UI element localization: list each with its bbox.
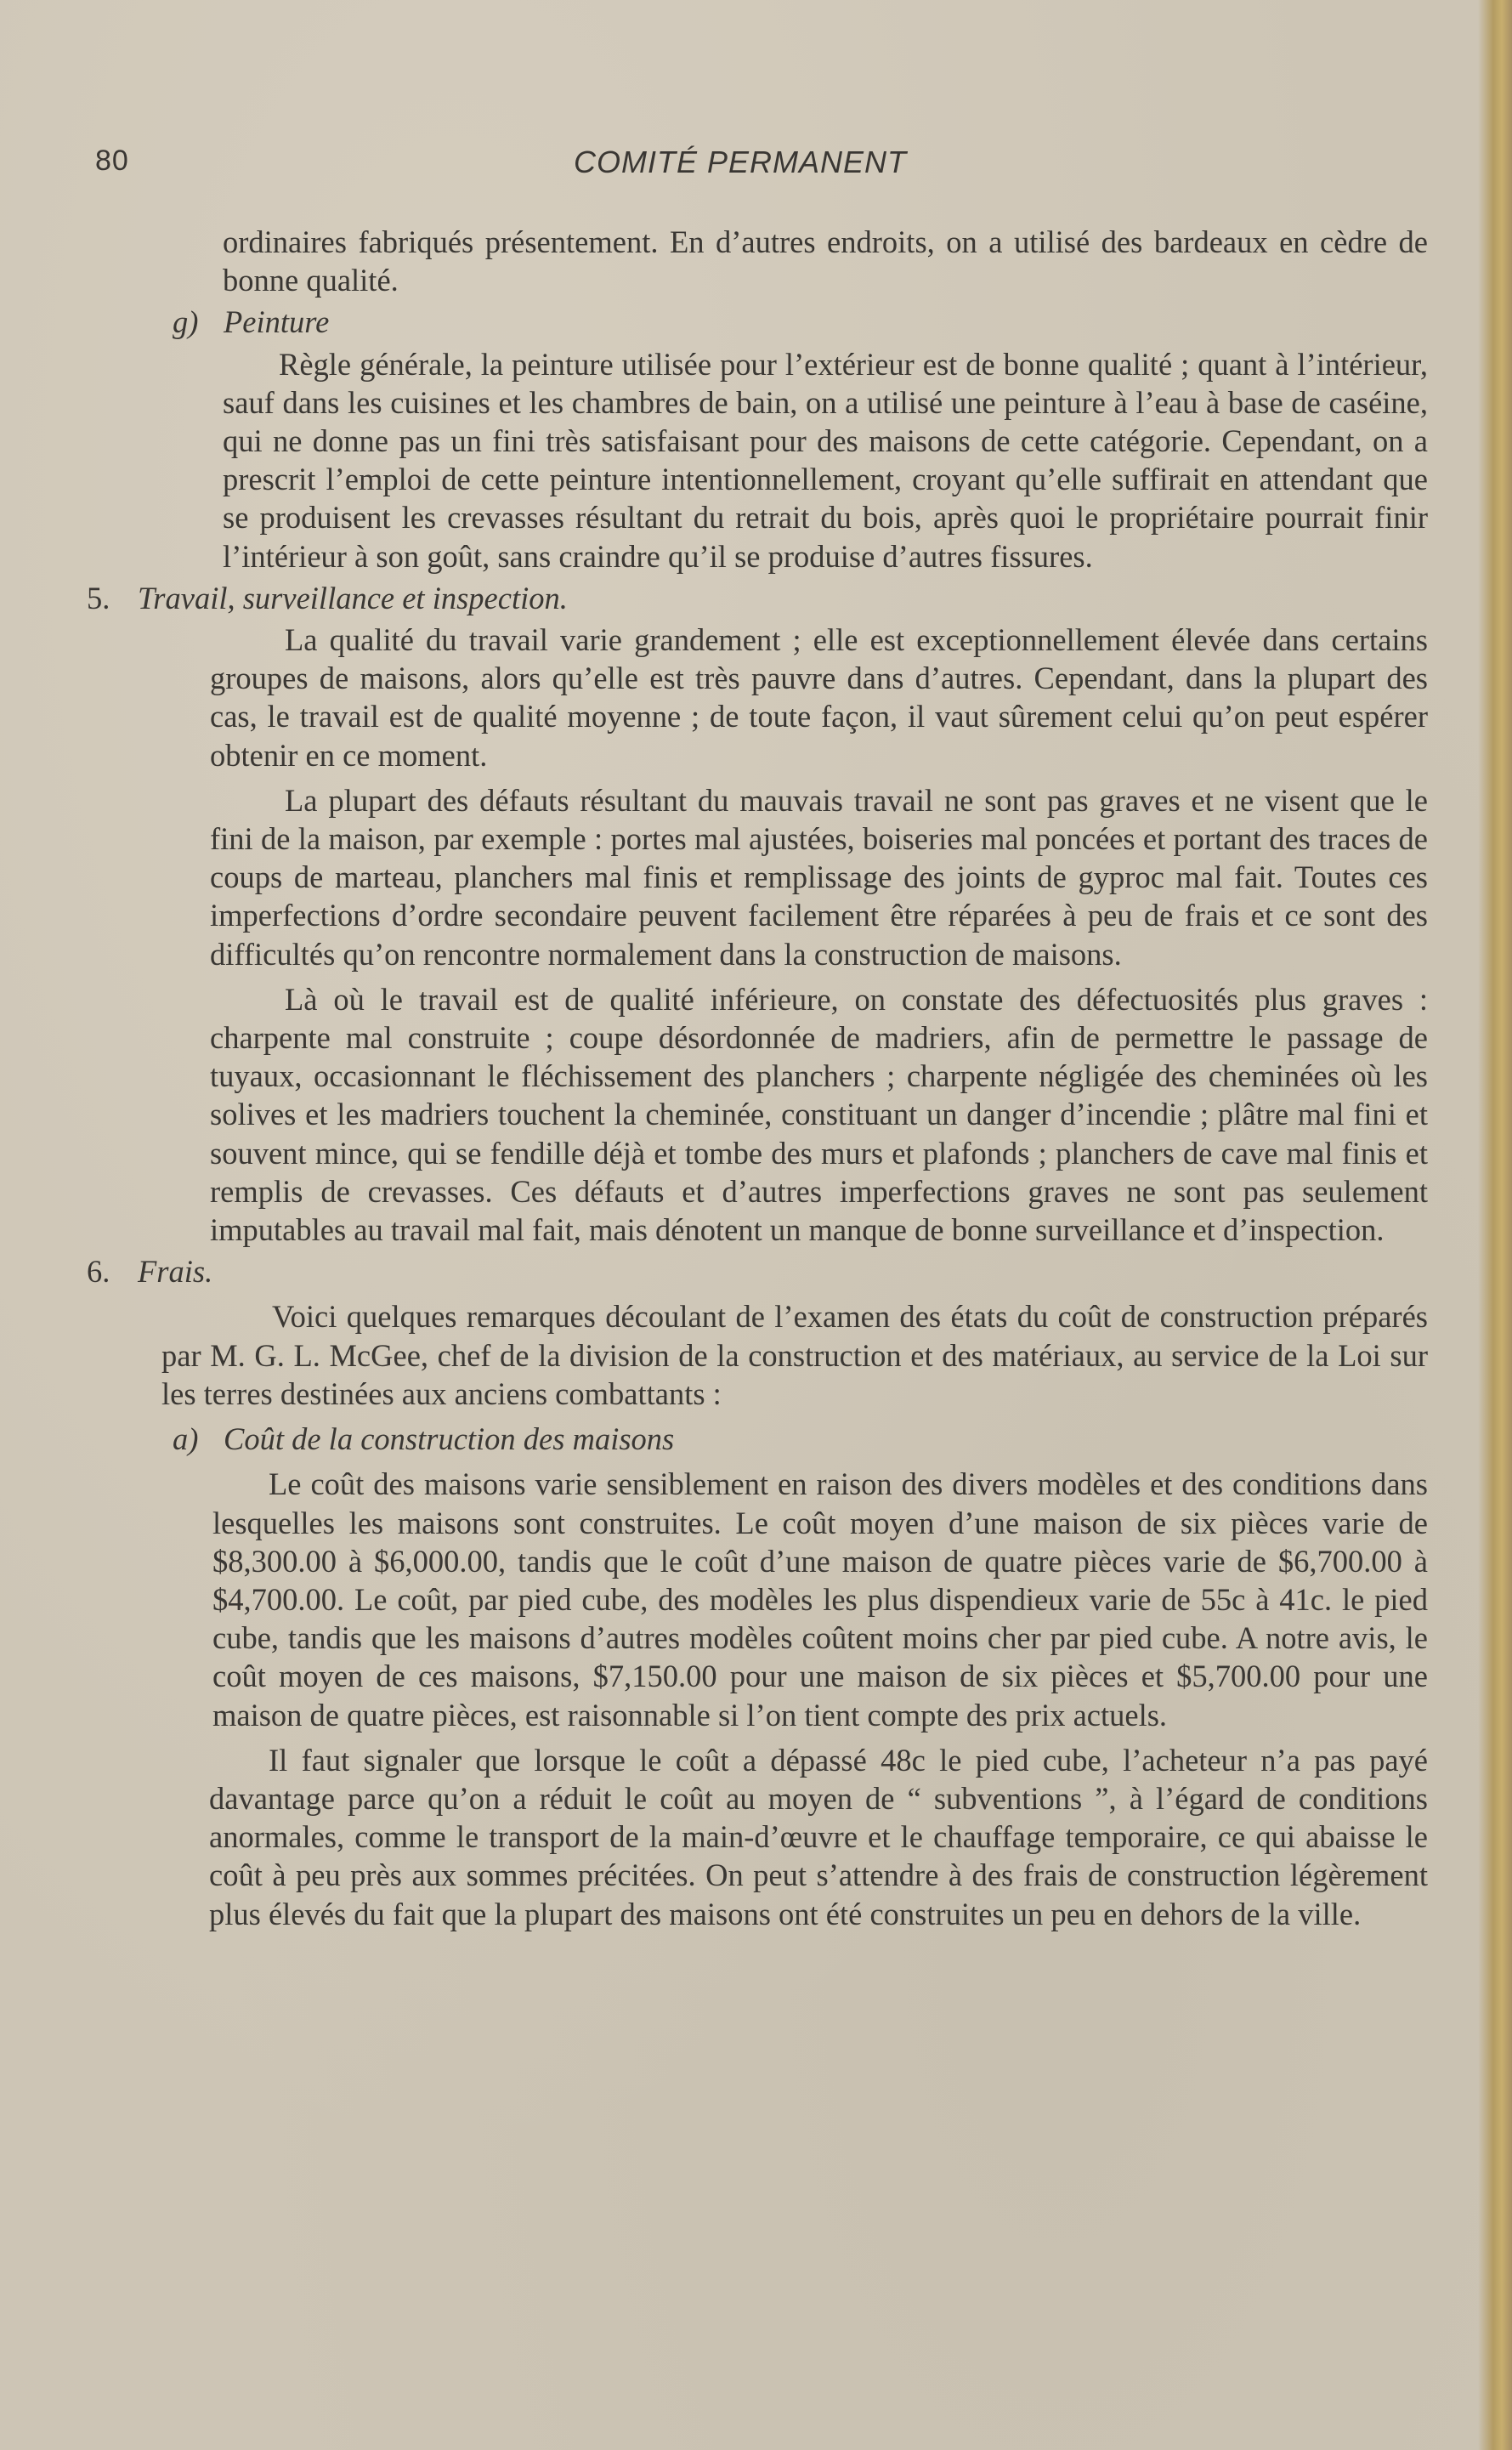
section-title: Frais.	[138, 1254, 213, 1290]
running-title: COMITÉ PERMANENT	[574, 145, 908, 179]
paragraph-continuation: ordinaires fabriqués présentement. En d’autres endroits, on a utilisé des bardeaux en cèdre de bonne qualité.	[223, 224, 1428, 298]
page-body	[76, 223, 1428, 1933]
paragraph-cout-1: Le coût des maisons varie sensiblement en raison des divers modèles et des conditions dans lesquelles les maisons sont construites. Le coût moyen d’une maison de six pièces varie de $8,300.00 à $6,000.00, tandis que le coût d’une maison de quatre pièces varie de $6,700.00 à $4,700.00. Le coût, par pied cube, des modèles les plus dispendieux varie de 55c à 41c. le pied cube, tandis que les maisons d’autres modèles coûtent moins cher par pied cube. A notre avis, le coût moyen de ces maisons, $7,150.00 pour une maison de six pièces et $5,700.00 pour une maison de quatre pièces, est raisonnable si l’on tient compte des prix actuels.	[212, 1466, 1428, 1733]
subsection-heading-g	[76, 303, 1428, 341]
section-heading-5	[76, 579, 1428, 617]
section-number: 6.	[87, 1254, 110, 1290]
section-number: 5.	[87, 580, 110, 615]
page-number: 80	[95, 145, 129, 177]
subsection-title: Coût de la construction des maisons	[224, 1421, 675, 1457]
paragraph-travail-1: La qualité du travail varie grandement ; elle est exceptionnellement élevée dans certains groupes de maisons, alors qu’elle est très pauvre dans d’autres. Cependant, dans la plupart des cas, le travail est de qualité moyenne ; de toute façon, il vaut sûrement celui qu’on peut espérer obtenir en ce moment.	[210, 622, 1428, 773]
page-edge-shadow	[1478, 0, 1512, 2450]
paragraph-cout-2: Il faut signaler que lorsque le coût a dépassé 48c le pied cube, l’acheteur n’a pas payé davantage parce qu’on a réduit le coût au moyen de “ subventions ”, à l’égard de conditions anormales, comme le transport de la main-d’œuvre et le chauffage temporaire, ce qui abaisse le coût à peu près aux sommes précitées. On peut s’attendre à des frais de construction légèrement plus élevés du fait que la plupart des maisons ont été construites un peu en dehors de la ville.	[209, 1742, 1428, 1931]
paragraph-travail-3: Là où le travail est de qualité inférieure, on constate des défectuosités plus graves : charpente mal construite ; coupe désordonnée de madriers, afin de permettre le passage de tuyaux, occasionnant le fléchissement des planchers ; charpente négligée des cheminées où les solives et les madriers touchent la cheminée, constituant un danger d’incendie ; plâtre mal fini et souvent mince, qui se fendille déjà et tombe des murs et plafonds ; planchers de cave mal finis et remplis de crevasses. Ces défauts et d’autres imperfections graves ne sont pas seulement imputables au travail mal fait, mais dénotent un manque de bonne surveillance et d’inspection.	[210, 981, 1428, 1248]
subsection-number: g)	[173, 304, 199, 340]
page-header	[0, 145, 1512, 187]
paragraph-peinture: Règle générale, la peinture utilisée pour l’extérieur est de bonne qualité ; quant à l’intérieur, sauf dans les cuisines et les chambres de bain, on a utilisé une peinture à l’eau à base de caséine, qui ne donne pas un fini très satisfaisant pour des maisons de cette catégorie. Cependant, on a prescrit l’emploi de cette peinture intentionnellement, croyant qu’elle suffirait en attendant que se produisent les crevasses résultant du retrait du bois, après quoi le propriétaire pourrait finir l’intérieur à son goût, sans craindre qu’il se produise d’autres fissures.	[223, 346, 1428, 574]
section-title: Travail, surveillance et inspection.	[138, 580, 568, 615]
subsection-heading-a	[76, 1420, 1428, 1458]
subsection-title: Peinture	[224, 304, 330, 340]
subsection-number: a)	[173, 1421, 199, 1457]
paragraph-frais-intro: Voici quelques remarques découlant de l’examen des états du coût de construction préparés par M. G. L. McGee, chef de la division de la construction et des matériaux, au service de la Loi sur les terres destinées aux anciens combattants :	[161, 1299, 1428, 1411]
paragraph-travail-2: La plupart des défauts résultant du mauvais travail ne sont pas graves et ne visent que le fini de la maison, par exemple : portes mal ajustées, boiseries mal poncées et portant des traces de coups de marteau, planchers mal finis et remplissage des joints de gyproc mal fait. Toutes ces imperfections d’ordre secondaire peuvent facilement être réparées à peu de frais et ce sont des difficultés qu’on rencontre normalement dans la construction de maisons.	[210, 782, 1428, 972]
section-heading-6	[76, 1252, 1428, 1290]
